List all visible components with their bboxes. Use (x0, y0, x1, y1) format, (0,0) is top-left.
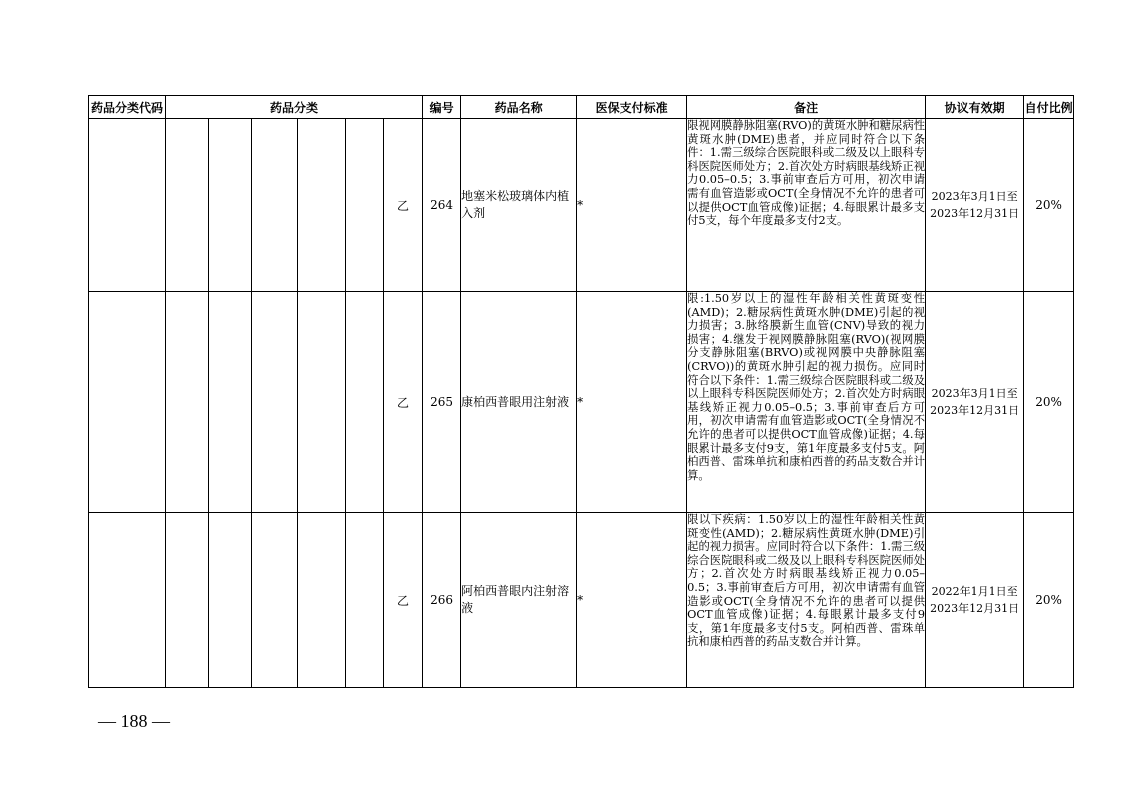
header-standard: 医保支付标准 (577, 96, 687, 119)
period-end: 2023年12月31日 (930, 602, 1020, 615)
ratio-cell: 20% (1024, 119, 1074, 292)
empty-cell (298, 513, 346, 688)
table-row (89, 119, 1074, 292)
header-category: 药品分类 (166, 96, 423, 119)
period-cell (926, 119, 1024, 292)
empty-cell (346, 513, 384, 688)
number-cell: 266 (423, 513, 461, 688)
period-cell (926, 513, 1024, 688)
table-header-row (89, 96, 1074, 119)
standard-cell: * (577, 513, 687, 688)
period-start: 2023年3月1日至 (931, 190, 1018, 203)
empty-cell (166, 513, 209, 688)
period-start: 2023年3月1日至 (931, 387, 1018, 400)
ratio-cell: 20% (1024, 292, 1074, 513)
grade-cell: 乙 (384, 292, 423, 513)
empty-cell (166, 292, 209, 513)
number-cell: 264 (423, 119, 461, 292)
period-end: 2023年12月31日 (930, 404, 1020, 417)
period-start: 2022年1月1日至 (931, 585, 1018, 598)
drug-name-cell: 阿柏西普眼内注射溶液 (461, 513, 577, 688)
empty-cell (346, 119, 384, 292)
header-remark: 备注 (687, 96, 926, 119)
empty-cell (252, 119, 298, 292)
grade-cell: 乙 (384, 513, 423, 688)
empty-cell (209, 513, 252, 688)
empty-cell (166, 119, 209, 292)
table-row (89, 292, 1074, 513)
standard-cell: * (577, 119, 687, 292)
empty-cell (252, 513, 298, 688)
grade-cell: 乙 (384, 119, 423, 292)
page-number: — 188 — (98, 711, 170, 731)
standard-cell: * (577, 292, 687, 513)
table-row (89, 513, 1074, 688)
drug-table (88, 95, 1074, 688)
empty-cell (89, 292, 166, 513)
period-end: 2023年12月31日 (930, 207, 1020, 220)
header-name: 药品名称 (461, 96, 577, 119)
empty-cell (252, 292, 298, 513)
empty-cell (89, 513, 166, 688)
header-code: 药品分类代码 (89, 96, 166, 119)
header-period: 协议有效期 (926, 96, 1024, 119)
empty-cell (209, 119, 252, 292)
drug-name-cell: 地塞米松玻璃体内植入剂 (461, 119, 577, 292)
empty-cell (89, 119, 166, 292)
drug-name-cell: 康柏西普眼用注射液 (461, 292, 577, 513)
empty-cell (209, 292, 252, 513)
period-cell (926, 292, 1024, 513)
ratio-cell: 20% (1024, 513, 1074, 688)
remark-cell: 限以下疾病：1.50岁以上的湿性年龄相关性黄斑变性(AMD)；2.糖尿病性黄斑水肿(DME)引起的视力损害。应同时符合以下条件：1.需三级综合医院眼科或二级及以上眼科专科医院医师处方；2.首次处方时病眼基线矫正视力0.05–0.5；3.事前审查后方可用，初次申请需有血管造影或OCT(全身情况不允许的患者可以提供OCT血管成像)证据；4.每眼累计最多支付9支，第1年度最多支付5支。阿柏西普、雷珠单抗和康柏西普的药品支数合并计算。 (687, 513, 926, 688)
empty-cell (298, 119, 346, 292)
remark-cell: 限:1.50岁以上的湿性年龄相关性黄斑变性(AMD)；2.糖尿病性黄斑水肿(DME)引起的视力损害；3.脉络膜新生血管(CNV)导致的视力损害；4.继发于视网膜静脉阻塞(RVO)(视网膜分支静脉阻塞(BRVO)或视网膜中央静脉阻塞(CRVO))的黄斑水肿引起的视力损伤。应同时符合以下条件：1.需三级综合医院眼科或二级及以上眼科专科医院医师处方；2.首次处方时病眼基线矫正视力0.05–0.5；3.事前审查后方可用，初次申请需有血管造影或OCT(全身情况不允许的患者可以提供OCT血管成像)证据；4.每眼累计最多支付9支，第1年度最多支付5支。阿柏西普、雷珠单抗和康柏西普的药品支数合并计算。 (687, 292, 926, 513)
number-cell: 265 (423, 292, 461, 513)
empty-cell (298, 292, 346, 513)
empty-cell (346, 292, 384, 513)
header-number: 编号 (423, 96, 461, 119)
header-ratio: 自付比例 (1024, 96, 1074, 119)
remark-cell: 限视网膜静脉阻塞(RVO)的黄斑水肿和糖尿病性黄斑水肿(DME)患者，并应同时符合以下条件：1.需三级综合医院眼科或二级及以上眼科专科医院医师处方；2.首次处方时病眼基线矫正视力0.05–0.5；3.事前审查后方可用，初次申请需有血管造影或OCT(全身情况不允许的患者可以提供OCT血管成像)证据；4.每眼累计最多支付5支，每个年度最多支付2支。 (687, 119, 926, 292)
